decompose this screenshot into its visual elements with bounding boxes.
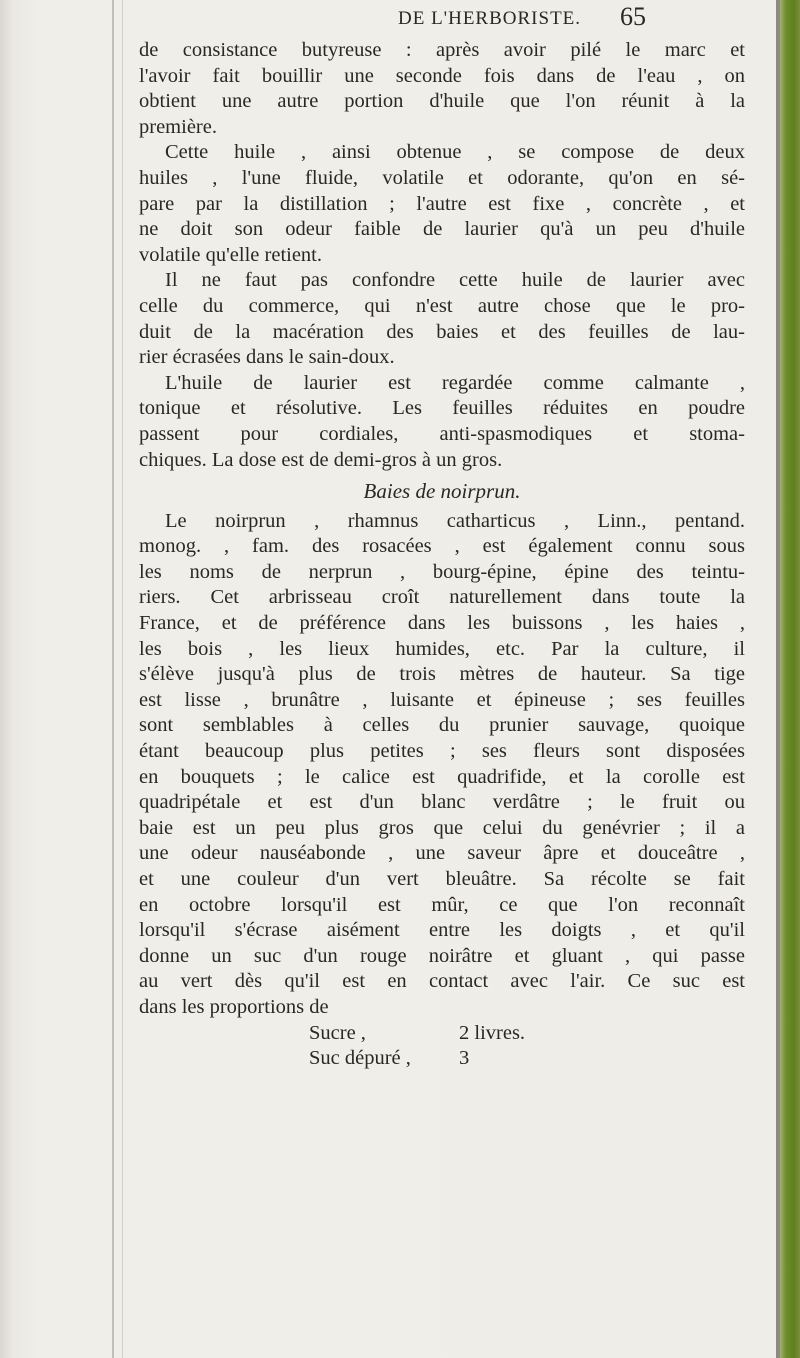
recipe-row bbox=[309, 1021, 745, 1047]
body-text bbox=[139, 38, 745, 1072]
binding-line bbox=[122, 0, 123, 1358]
text-line: quadripétale et est d'un blanc verdâtre ; le fruit ou bbox=[139, 791, 745, 814]
text-line: dans les proportions de bbox=[139, 995, 329, 1018]
text-line: monog. , fam. des rosacées , est également connu sous bbox=[139, 535, 745, 558]
text-line: riers. Cet arbrisseau croît naturellement dans toute la bbox=[139, 586, 745, 609]
page-number: 65 bbox=[620, 2, 646, 31]
text-line: sont semblables à celles du prunier sauvage, quoique bbox=[139, 714, 745, 737]
text-line: en bouquets ; le calice est quadrifide, et la corolle est bbox=[139, 765, 745, 788]
text-line: chiques. La dose est de demi-gros à un gros. bbox=[139, 448, 503, 471]
text-line: une odeur nauséabonde , une saveur âpre et douceâtre , bbox=[139, 842, 745, 865]
running-title: DE L'HERBORISTE. bbox=[398, 8, 582, 29]
text-line: Il ne faut pas confondre cette huile de laurier avec bbox=[165, 269, 745, 292]
recipe-row bbox=[309, 1046, 745, 1072]
page-header bbox=[398, 2, 758, 36]
ingredient-amount: 3 bbox=[459, 1047, 470, 1070]
text-line: pare par la distillation ; l'autre est fixe , concrète , et bbox=[139, 192, 745, 215]
text-line: huiles , l'une fluide, volatile et odorante, qu'on en sé- bbox=[139, 166, 745, 189]
text-line: lorsqu'il s'écrase aisément entre les doigts , et qu'il bbox=[139, 919, 745, 942]
text-line: rier écrasées dans le sain-doux. bbox=[139, 346, 395, 369]
ingredient-amount: 2 livres. bbox=[459, 1021, 526, 1044]
text-line: passent pour cordiales, anti-spasmodiques et stoma- bbox=[139, 422, 745, 445]
text-line: Cette huile , ainsi obtenue , se compose de deux bbox=[165, 141, 745, 164]
text-line: les bois , les lieux humides, etc. Par la culture, il bbox=[139, 637, 745, 660]
text-line: baie est un peu plus gros que celui du genévrier ; il a bbox=[139, 816, 745, 839]
text-line: volatile qu'elle retient. bbox=[139, 243, 322, 266]
text-line: étant beaucoup plus petites ; ses fleurs sont disposées bbox=[139, 740, 745, 763]
text-line: donne un suc d'un rouge noirâtre et gluant , qui passe bbox=[139, 944, 745, 967]
text-line: première. bbox=[139, 115, 217, 138]
text-line: tonique et résolutive. Les feuilles réduites en poudre bbox=[139, 397, 745, 420]
book-cover-edge bbox=[780, 0, 800, 1358]
paragraph bbox=[139, 509, 745, 1021]
text-line: obtient une autre portion d'huile que l'on réunit à la bbox=[139, 90, 745, 113]
text-line: celle du commerce, qui n'est autre chose que le pro- bbox=[139, 294, 745, 317]
paragraph bbox=[139, 371, 745, 473]
text-line: les noms de nerprun , bourg-épine, épine des teintu- bbox=[139, 560, 745, 583]
text-line: et une couleur d'un vert bleuâtre. Sa récolte se fait bbox=[139, 868, 745, 890]
paragraph bbox=[139, 140, 745, 268]
text-line: s'élève jusqu'à plus de trois mètres de hauteur. Sa tige bbox=[139, 663, 745, 686]
text-line: l'avoir fait bouillir une seconde fois dans de l'eau , on bbox=[139, 64, 745, 87]
binding-shadow bbox=[112, 0, 114, 1358]
text-line: France, et de préférence dans les buissons , les haies , bbox=[139, 612, 745, 635]
section-title: Baies de noirprun. bbox=[363, 479, 521, 504]
text-line: en octobre lorsqu'il est mûr, ce que l'on reconnaît bbox=[139, 893, 745, 916]
text-line: Le noirprun , rhamnus catharticus , Linn., pentand. bbox=[165, 509, 745, 532]
text-line: au vert dès qu'il est en contact avec l'air. Ce suc est bbox=[139, 970, 745, 993]
recipe-list bbox=[139, 1021, 745, 1072]
text-line: de consistance butyreuse : après avoir pilé le marc et bbox=[139, 39, 745, 61]
text-line: duit de la macération des baies et des feuilles de lau- bbox=[139, 320, 745, 343]
text-line: L'huile de laurier est regardée comme calmante , bbox=[165, 371, 745, 394]
ingredient-name: Suc dépuré , bbox=[309, 1047, 411, 1070]
paragraph bbox=[139, 268, 745, 370]
ingredient-name: Sucre , bbox=[309, 1021, 366, 1044]
text-line: ne doit son odeur faible de laurier qu'à un peu d'huile bbox=[139, 218, 745, 241]
text-line: est lisse , brunâtre , luisante et épineuse ; ses feuilles bbox=[139, 688, 745, 711]
paragraph bbox=[139, 38, 745, 140]
